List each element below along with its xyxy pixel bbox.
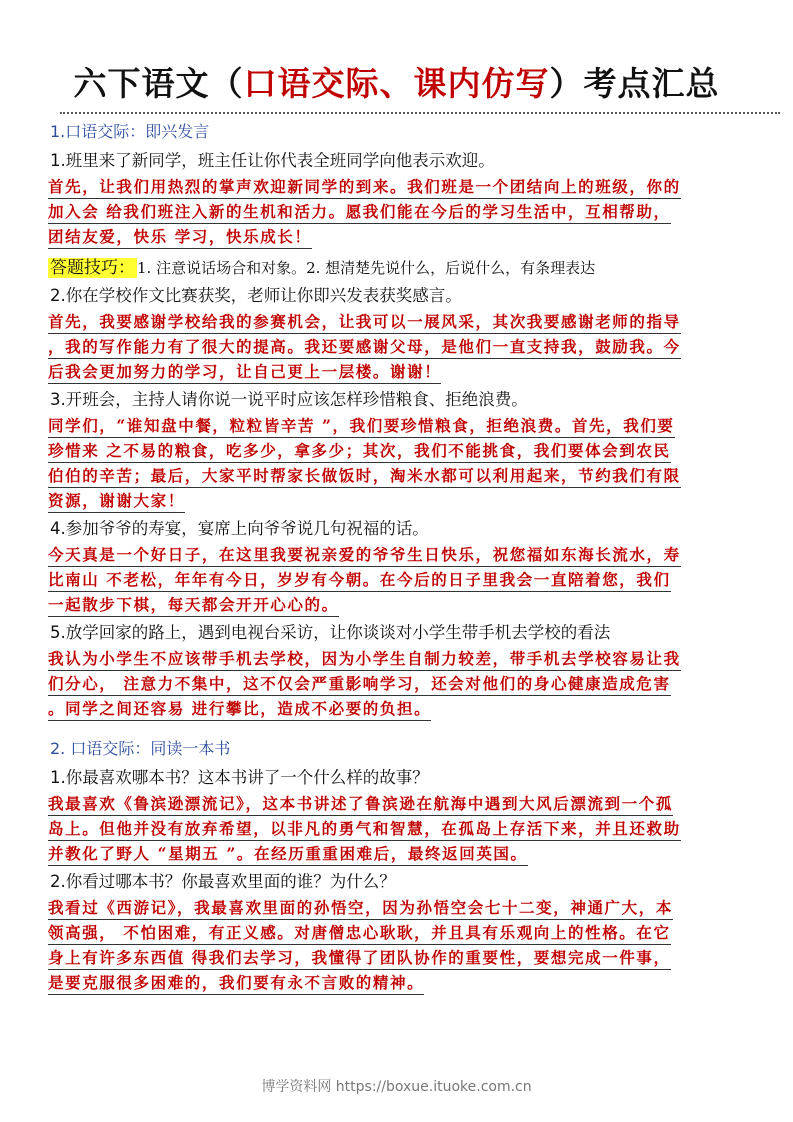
answer-line: 领高强， 不怕困难，有正义感。对唐僧忠心耿耿，并且具有乐观向上的性格。在它 bbox=[48, 921, 671, 945]
question-item bbox=[48, 871, 758, 995]
answer-line: ，我的写作能力有了很大的提高。我还要感谢父母，是他们一直支持我，鼓励我。今 bbox=[48, 335, 681, 359]
answer-line: 并教化了野人 “星期五 ”。在经历重重困难后，最终返回英国。 bbox=[48, 842, 528, 866]
dotted-divider bbox=[60, 112, 780, 114]
answer-row bbox=[48, 792, 758, 816]
answer-line: 我认为小学生不应该带手机去学校，因为小学生自制力较差，带手机去学校容易让我 bbox=[48, 647, 681, 671]
question-item bbox=[48, 622, 758, 721]
answer-line: 比南山 不老松，年年有今日，岁岁有今朝。在今后的日子里我会一直陪着您，我们 bbox=[48, 568, 671, 592]
answer-row bbox=[48, 842, 758, 866]
answer-row bbox=[48, 697, 758, 721]
section-heading: 1.口语交际：即兴发言 bbox=[50, 122, 210, 141]
question-text: 4.参加爷爷的寿宴，宴席上向爷爷说几句祝福的话。 bbox=[50, 519, 429, 538]
question-item bbox=[48, 285, 758, 384]
answer-line: 团结友爱，快乐 学习，快乐成长！ bbox=[48, 225, 312, 249]
question-item bbox=[48, 767, 758, 866]
answer-block bbox=[48, 543, 758, 617]
answer-line: 后我会更加努力的学习，让自己更上一层楼。谢谢！ bbox=[48, 360, 441, 384]
answer-row bbox=[48, 568, 758, 592]
answer-line: 们分心， 注意力不集中，这不仅会严重影响学习，还会对他们的身心健康造成危害 bbox=[48, 672, 671, 696]
answer-row bbox=[48, 896, 758, 920]
answer-line: 一起散步下棋，每天都会开开心心的。 bbox=[48, 593, 339, 617]
answer-row bbox=[48, 464, 758, 488]
answer-line: 同学们，“谁知盘中餐，粒粒皆辛苦 ”，我们要珍惜粮食，拒绝浪费。首先，我们要 bbox=[48, 414, 675, 438]
section bbox=[48, 725, 758, 995]
question-text: 5.放学回家的路上，遇到电视台采访，让你谈谈对小学生带手机去学校的看法 bbox=[50, 623, 611, 642]
answer-block bbox=[48, 647, 758, 721]
section-gap bbox=[48, 725, 758, 735]
answer-block bbox=[48, 414, 758, 513]
answer-line: 伯伯的辛苦；最后，大家平时帮家长做饭时，淘米水都可以利用起来，节约我们有限 bbox=[48, 464, 681, 488]
answer-row bbox=[48, 647, 758, 671]
footer-watermark: 博学资料网 https://boxue.ituoke.com.cn bbox=[261, 1079, 532, 1095]
answer-line: 。同学之间还容易 进行攀比，造成不必要的负担。 bbox=[48, 697, 431, 721]
page-title bbox=[0, 62, 793, 106]
question-item bbox=[48, 518, 758, 617]
answer-row bbox=[48, 921, 758, 945]
answer-row bbox=[48, 360, 758, 384]
answer-row bbox=[48, 175, 758, 199]
answer-row bbox=[48, 971, 758, 995]
question-text: 2.你看过哪本书？你最喜欢里面的谁？为什么？ bbox=[50, 872, 396, 891]
answer-row bbox=[48, 817, 758, 841]
tips-label: 答题技巧： bbox=[50, 258, 135, 278]
answer-block bbox=[48, 896, 758, 995]
document-body bbox=[48, 118, 758, 999]
answer-line: 是要克服很多困难的，我们要有永不言败的精神。 bbox=[48, 971, 424, 995]
answer-line: 我最喜欢《鲁滨逊漂流记》，这本书讲述了鲁滨逊在航海中遇到大风后漂流到一个孤 bbox=[48, 792, 673, 816]
answer-row bbox=[48, 335, 758, 359]
answer-tips bbox=[48, 257, 758, 279]
question-text: 1.你最喜欢哪本书？这本书讲了一个什么样的故事？ bbox=[50, 768, 429, 787]
answer-row bbox=[48, 225, 758, 249]
answer-line: 首先，让我们用热烈的掌声欢迎新同学的到来。我们班是一个团结向上的班级，你的 bbox=[48, 175, 681, 199]
answer-line: 加入会 给我们班注入新的生机和活力。愿我们能在今后的学习生活中，互相帮助， bbox=[48, 200, 671, 224]
answer-row bbox=[48, 672, 758, 696]
section bbox=[48, 122, 758, 721]
answer-row bbox=[48, 946, 758, 970]
section-heading: 2. 口语交际：同读一本书 bbox=[50, 739, 231, 758]
answer-line: 我看过《西游记》，我最喜欢里面的孙悟空，因为孙悟空会七十二变，神通广大，本 bbox=[48, 896, 673, 920]
answer-row bbox=[48, 593, 758, 617]
answer-line: 岛上。但他并没有放弃希望，以非凡的勇气和智慧，在孤岛上存活下来，并且还救助 bbox=[48, 817, 681, 841]
answer-row bbox=[48, 414, 758, 438]
answer-line: 今天真是一个好日子，在这里我要祝亲爱的爷爷生日快乐，祝您福如东海长流水，寿 bbox=[48, 543, 681, 567]
answer-row bbox=[48, 543, 758, 567]
answer-line: 珍惜来 之不易的粮食，吃多少，拿多少；其次，我们不能挑食，我们要体会到农民 bbox=[48, 439, 671, 463]
answer-row bbox=[48, 489, 758, 513]
answer-line: 身上有许多东西值 得我们去学习，我懂得了团队协作的重要性，要想完成一件事， bbox=[48, 946, 671, 970]
answer-row bbox=[48, 439, 758, 463]
question-text: 3.开班会，主持人请你说一说平时应该怎样珍惜粮食、拒绝浪费。 bbox=[50, 390, 528, 409]
answer-line: 资源，谢谢大家！ bbox=[48, 489, 185, 513]
question-item bbox=[48, 150, 758, 279]
answer-line: 首先，我要感谢学校给我的参赛机会，让我可以一展风采，其次我要感谢老师的指导 bbox=[48, 310, 681, 334]
answer-block bbox=[48, 792, 758, 866]
question-text: 1.班里来了新同学，班主任让你代表全班同学向他表示欢迎。 bbox=[50, 151, 495, 170]
answer-block bbox=[48, 175, 758, 249]
question-item bbox=[48, 389, 758, 513]
question-text: 2.你在学校作文比赛获奖，老师让你即兴发表获奖感言。 bbox=[50, 286, 462, 305]
title-suffix: ）考点汇总 bbox=[549, 64, 720, 103]
title-prefix: 六下语文（ bbox=[73, 64, 244, 103]
answer-row bbox=[48, 200, 758, 224]
title-highlight: 口语交际、课内仿写 bbox=[243, 64, 550, 103]
answer-row bbox=[48, 310, 758, 334]
answer-block bbox=[48, 310, 758, 384]
tips-text: 1. 注意说话场合和对象。2. 想清楚先说什么，后说什么，有条理表达 bbox=[137, 259, 596, 277]
